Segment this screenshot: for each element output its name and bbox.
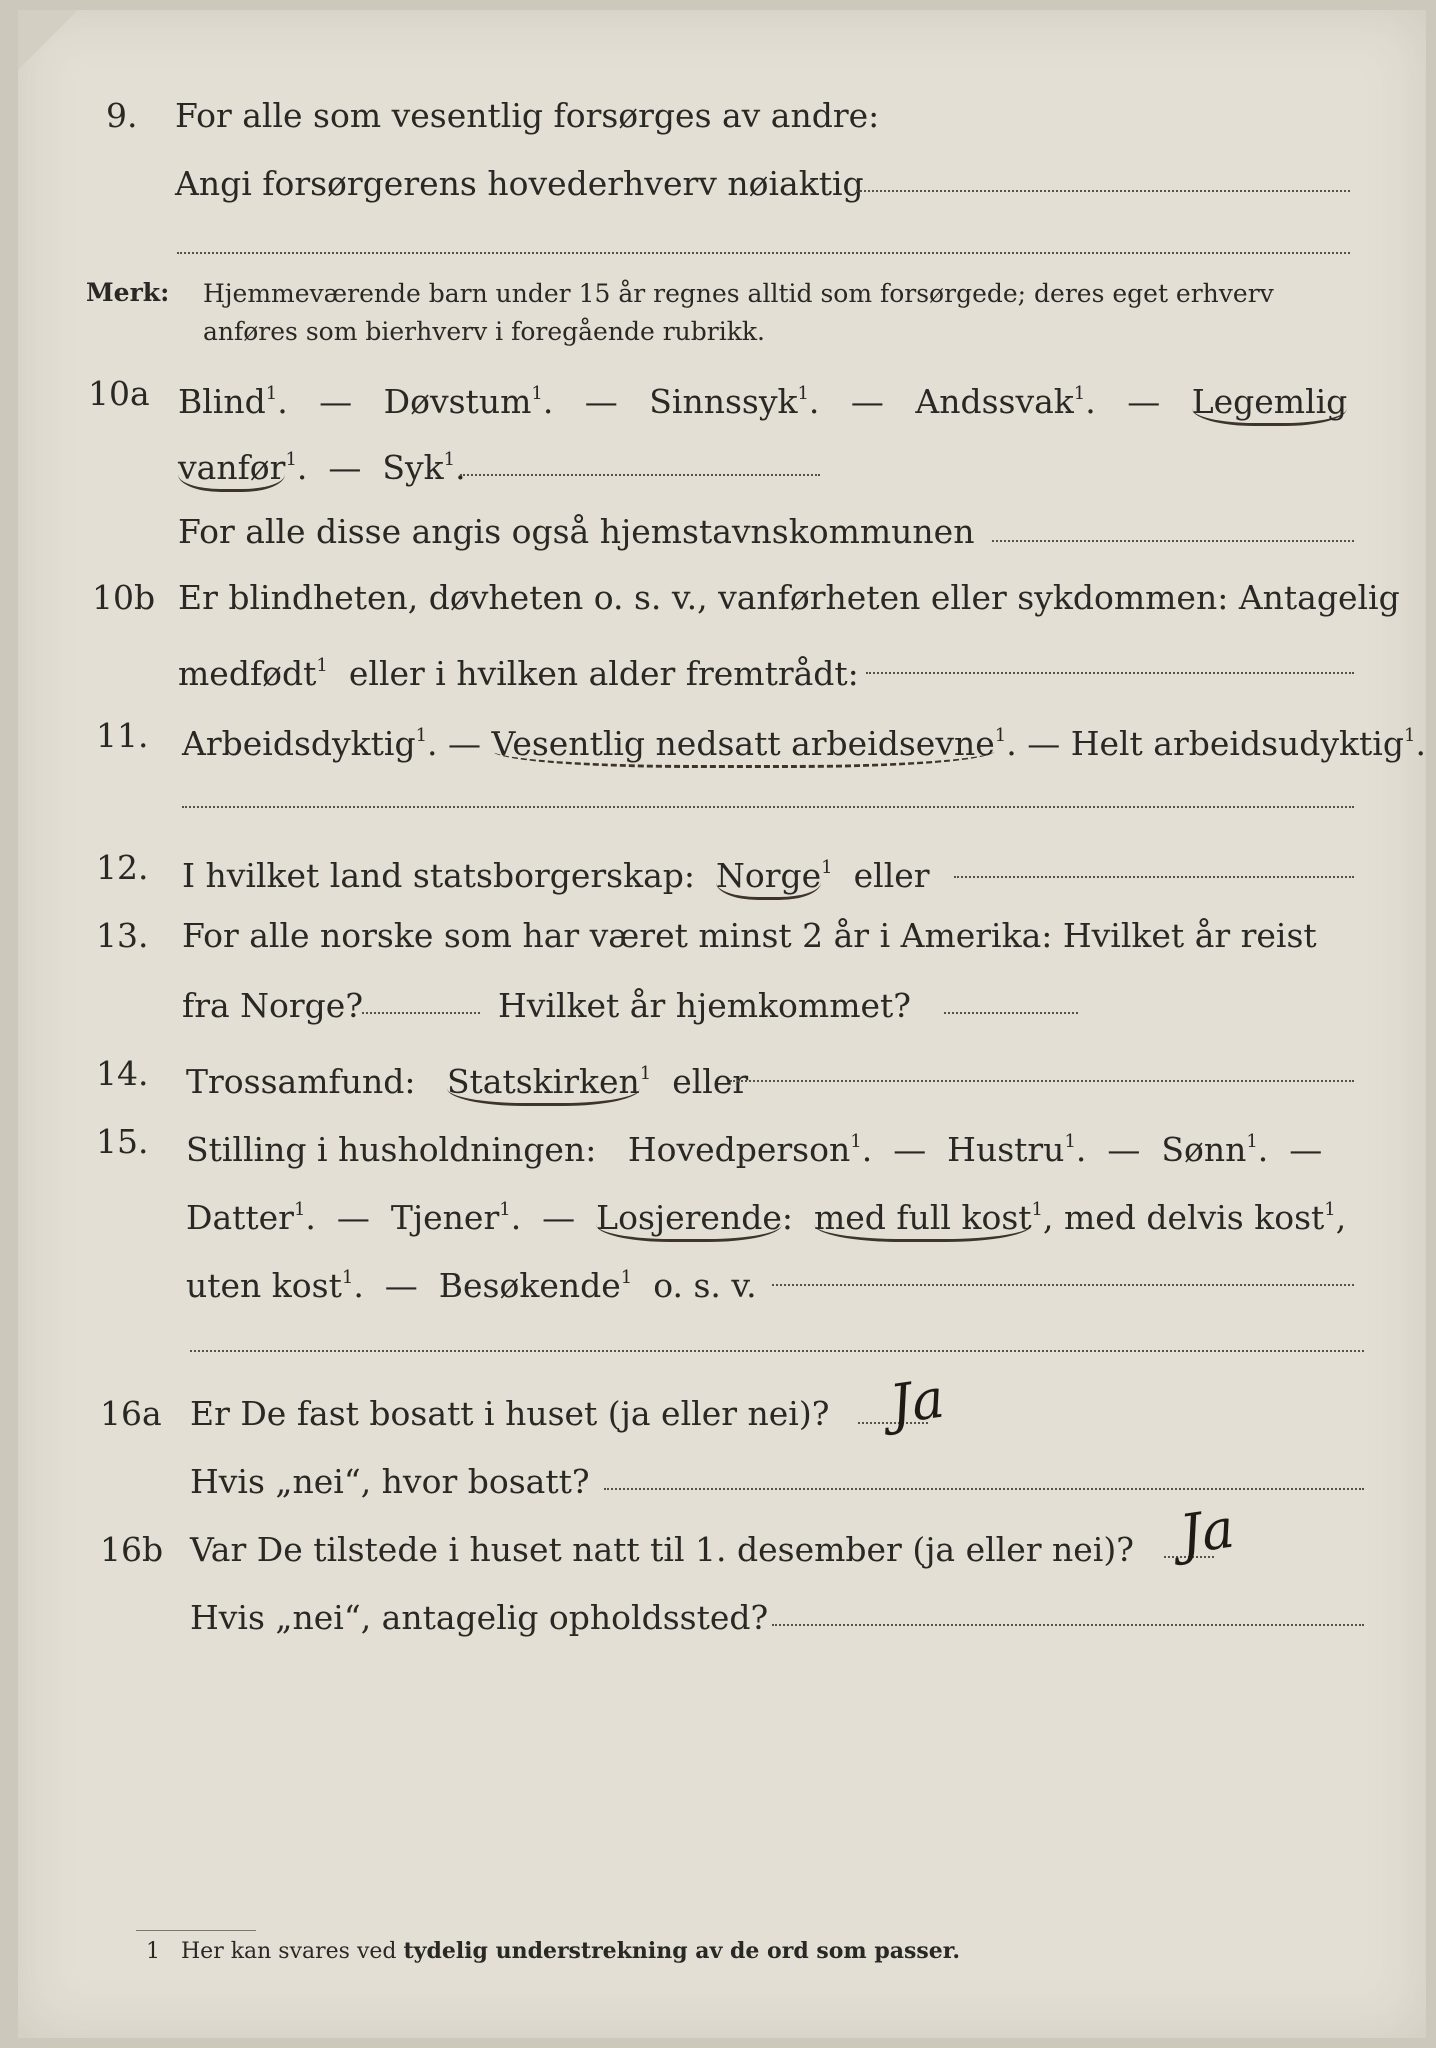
- q10b-answer-line[interactable]: [866, 672, 1354, 674]
- opt-datter[interactable]: Datter: [186, 1198, 294, 1237]
- opt-uten-kost[interactable]: uten kost: [186, 1266, 342, 1305]
- opt-hovedperson[interactable]: Hovedperson: [627, 1130, 851, 1169]
- dash: —: [448, 724, 482, 763]
- q16a-bosatt-line[interactable]: [604, 1488, 1364, 1490]
- q12-number: 12.: [96, 848, 149, 887]
- q13-line1: For alle norske som har været minst 2 år i Amerika: Hvilket år reist: [182, 916, 1317, 955]
- sup: 1: [285, 449, 297, 470]
- opt-arbeidsdyktig[interactable]: Arbeidsdyktig: [182, 724, 416, 763]
- q10a-line1: Blind$^1$. — Døvstum$^1$. — Sinnssyk$^1$. — Andssvak$^1$. — Legemlig: [178, 374, 1347, 422]
- q15-line2: Datter$^1$. — Tjener$^1$. — Losjerende: med full kost$^1$, med delvis kost$^1$,: [186, 1190, 1346, 1238]
- footnote: [146, 1938, 960, 1964]
- opt-legemlig[interactable]: Legemlig: [1192, 382, 1348, 426]
- q16b-line1: Var De tilstede i huset natt til 1. desember (ja eller nei)?: [190, 1530, 1134, 1569]
- opt-med-delvis-kost[interactable]: med delvis kost: [1063, 1198, 1325, 1237]
- q14-answer-line[interactable]: [730, 1080, 1354, 1082]
- merk-label: Merk:: [86, 278, 170, 307]
- q10a-line2: vanfør$^1$. — Syk$^1$.: [178, 440, 466, 488]
- dash: —: [328, 448, 362, 487]
- opt-hustru[interactable]: Hustru: [947, 1130, 1065, 1169]
- q9-line2: Angi forsørgerens hovederhverv nøiaktig: [175, 164, 864, 203]
- sup: 1: [1324, 1199, 1336, 1220]
- dash: —: [893, 1130, 927, 1169]
- q16a-line1: Er De fast bosatt i huset (ja eller nei)?: [190, 1394, 830, 1433]
- q16b-opholdssted-line[interactable]: [772, 1624, 1364, 1626]
- q10a-number: 10a: [88, 374, 150, 413]
- sup: 1: [797, 383, 809, 404]
- opt-helt-udyktig[interactable]: Helt arbeidsudyktig: [1070, 724, 1404, 763]
- q15-number: 15.: [96, 1122, 149, 1161]
- q10b-question: eller i hvilken alder fremtrådt:: [348, 654, 859, 693]
- sup: 1: [620, 1267, 633, 1288]
- q11-answer-line[interactable]: [182, 806, 1354, 808]
- merk-line1: Hjemmeværende barn under 15 år regnes alltid som forsørgede; deres eget erhverv: [203, 279, 1274, 308]
- q9-number: 9.: [106, 96, 138, 135]
- q16b-handwritten-answer: Ja: [1175, 1496, 1238, 1567]
- q15-answer-line[interactable]: [772, 1284, 1354, 1286]
- sup: 1: [1246, 1131, 1258, 1152]
- opt-medfodt[interactable]: medfødt: [178, 654, 317, 693]
- q13-a: fra Norge?: [182, 986, 364, 1025]
- sup: 1: [639, 1063, 652, 1084]
- q14-question: Trossamfund:: [186, 1062, 416, 1101]
- merk-line2: anføres som bierhverv i foregående rubrikk.: [203, 317, 765, 346]
- q15-line3: uten kost$^1$. — Besøkende$^1$ o. s. v.: [186, 1266, 757, 1305]
- q14-line1: [186, 1054, 748, 1102]
- dash: —: [584, 382, 618, 421]
- q13-number: 13.: [96, 916, 149, 955]
- opt-besokende[interactable]: Besøkende: [438, 1266, 621, 1305]
- q16a-handwritten-answer: Ja: [885, 1366, 948, 1437]
- q12-answer-line[interactable]: [954, 876, 1354, 878]
- dash: —: [336, 1198, 370, 1237]
- osv: o. s. v.: [653, 1266, 757, 1305]
- opt-sonn[interactable]: Sønn: [1161, 1130, 1247, 1169]
- q13-reist-line[interactable]: [362, 1012, 480, 1014]
- q10a-answer-line[interactable]: [460, 474, 820, 476]
- opt-statskirken[interactable]: Statskirken: [447, 1062, 640, 1106]
- q10b-line2: [178, 646, 859, 694]
- q16b-line2: Hvis „nei“, antagelig opholdssted?: [190, 1598, 769, 1637]
- sup: 1: [1064, 1131, 1076, 1152]
- footnote-rule: [136, 1930, 256, 1931]
- dash: —: [850, 382, 884, 421]
- sup: 1: [850, 1131, 862, 1152]
- opt-syk[interactable]: Syk: [382, 448, 444, 487]
- sup: 1: [341, 1267, 354, 1288]
- q10b-number: 10b: [92, 578, 156, 617]
- dash: —: [1127, 382, 1161, 421]
- dash: —: [384, 1266, 418, 1305]
- q15-question: Stilling i husholdningen:: [186, 1130, 597, 1169]
- q9-answer-line-2[interactable]: [177, 252, 1350, 254]
- opt-vesentlig-nedsatt[interactable]: Vesentlig nedsatt arbeidsevne: [492, 724, 995, 768]
- sup: 1: [316, 655, 328, 676]
- colon: :: [781, 1198, 793, 1237]
- opt-vanfor[interactable]: vanfør: [178, 448, 285, 492]
- q14-number: 14.: [96, 1054, 149, 1093]
- q9-line1: For alle som vesentlig forsørges av andre:: [175, 96, 880, 135]
- sup: 1: [1031, 1199, 1043, 1220]
- q9-answer-line[interactable]: [856, 190, 1350, 192]
- q10a-line3: For alle disse angis også hjemstavnskommunen: [178, 512, 975, 551]
- q13-b: Hvilket år hjemkommet?: [498, 986, 911, 1025]
- q15-answer-line-2[interactable]: [190, 1350, 1364, 1352]
- q10a-hjemstavn-line[interactable]: [992, 540, 1354, 542]
- footnote-text: Her kan svares ved: [180, 1939, 397, 1964]
- dash: —: [1289, 1130, 1323, 1169]
- sup: 1: [293, 1199, 306, 1220]
- sup: 1: [1073, 383, 1086, 404]
- sup: 1: [821, 857, 833, 878]
- q11-line1: Arbeidsdyktig$^1$. — Vesentlig nedsatt arbeidsevne$^1$. — Helt arbeidsudyktig$^1$.: [182, 716, 1426, 764]
- opt-dovstum[interactable]: Døvstum: [383, 382, 532, 421]
- q12-eller: eller: [853, 856, 930, 895]
- q15-line1: Stilling i husholdningen: Hovedperson$^1$. — Hustru$^1$. — Sønn$^1$. —: [186, 1130, 1323, 1169]
- dash: —: [319, 382, 353, 421]
- sup: 1: [531, 383, 543, 404]
- sup: 1: [415, 725, 428, 746]
- sup: 1: [499, 1199, 511, 1220]
- dash: —: [1027, 724, 1061, 763]
- q14-eller: eller: [672, 1062, 749, 1101]
- sup: 1: [994, 725, 1007, 746]
- q16a-number: 16a: [100, 1394, 162, 1433]
- q13-hjemkommet-line[interactable]: [944, 1012, 1078, 1014]
- sup: 1: [1403, 725, 1416, 746]
- q12-question: I hvilket land statsborgerskap:: [182, 856, 696, 895]
- dash: —: [1107, 1130, 1141, 1169]
- footnote-bold-text: tydelig understrekning av de ord som passer.: [403, 1938, 960, 1964]
- q16a-line2: Hvis „nei“, hvor bosatt?: [190, 1462, 590, 1501]
- opt-tjener[interactable]: Tjener: [390, 1198, 500, 1237]
- opt-sinnssyk[interactable]: Sinnssyk: [649, 382, 798, 421]
- q16b-number: 16b: [100, 1530, 164, 1569]
- opt-norge[interactable]: Norge: [716, 856, 821, 900]
- sup: 1: [443, 449, 456, 470]
- opt-blind[interactable]: Blind: [178, 382, 266, 421]
- opt-med-full-kost[interactable]: med full kost: [814, 1198, 1032, 1242]
- opt-losjerende[interactable]: Losjerende: [596, 1198, 782, 1242]
- q11-number: 11.: [96, 716, 149, 755]
- q10b-line1: Er blindheten, døvheten o. s. v., vanførheten eller sykdommen: Antagelig: [178, 578, 1400, 617]
- dash: —: [542, 1198, 576, 1237]
- folded-corner: [18, 10, 78, 70]
- opt-andssvak[interactable]: Andssvak: [915, 382, 1074, 421]
- q12-line1: [182, 848, 930, 896]
- sup: 1: [265, 383, 278, 404]
- footnote-mark: 1: [146, 1939, 160, 1964]
